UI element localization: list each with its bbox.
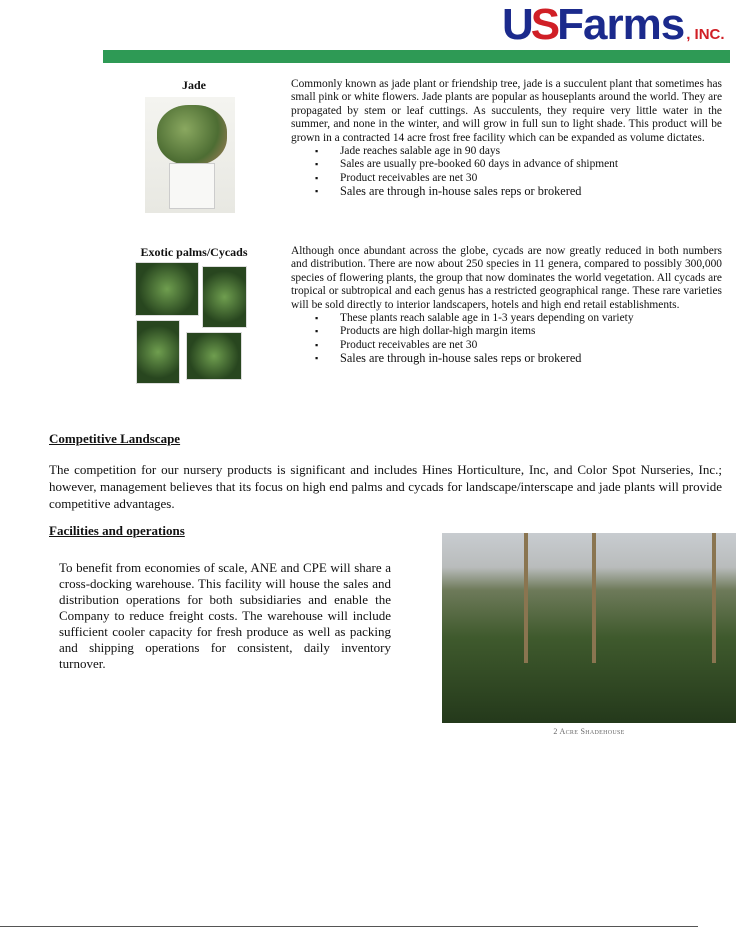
- header-green-bar: [103, 50, 730, 63]
- footer-rule: [0, 926, 698, 927]
- competitive-text: The competition for our nursery products is significant and includes Hines Horticulture, Inc, and Color Spot Nurseries, Inc.; however, management believes that its focus on high end palms and cycads for landscape/interscape and jade plants will provide competitive advantages.: [49, 462, 722, 511]
- list-item: ▪ Product receivables are net 30: [291, 172, 722, 185]
- cycads-label: Exotic palms/Cycads: [140, 245, 248, 259]
- jade-plant-image: [145, 97, 235, 213]
- cycad-image: [186, 332, 242, 380]
- facilities-heading: Facilities and operations: [49, 523, 185, 538]
- usfarms-logo: USFarms , INC.: [502, 0, 725, 49]
- list-item: ▪ Sales are usually pre-booked 60 days in advance of shipment: [291, 158, 722, 171]
- cycads-section: [291, 245, 722, 366]
- shadehouse-photo: [442, 533, 736, 723]
- facilities-text: To benefit from economies of scale, ANE and CPE will share a cross-docking warehouse. This facility will house the sales and distribution operations for both subsidiaries and enable the Company to reduce freight costs. The warehouse will include sufficient cooler capacity for fresh produce as well as packing and shipping operations for consistent, daily inventory turnover.: [59, 560, 391, 671]
- list-item: ▪ These plants reach salable age in 1-3 years depending on variety: [291, 312, 722, 325]
- cycad-image: [136, 320, 180, 384]
- jade-bullets: [291, 145, 722, 199]
- competitive-heading: Competitive Landscape: [49, 431, 181, 446]
- list-item: ▪ Sales are through in-house sales reps or brokered: [291, 185, 722, 198]
- jade-description: Commonly known as jade plant or friendship tree, jade is a succulent plant that sometimes has small pink or white flowers. Jade plants are popular as houseplants around the world. They are propagated by stem or leaf cuttings. As succulents, they require very little water in the summer, and none in the winter, and will grow in full sun to light shade. This product will be grown in a contracted 14 acre frost free facility which can be expanded as volume dictates.: [291, 78, 722, 144]
- list-item: ▪ Products are high dollar-high margin items: [291, 325, 722, 338]
- jade-label: Jade: [182, 78, 206, 92]
- list-item: ▪ Jade reaches salable age in 90 days: [291, 145, 722, 158]
- cycads-description: Although once abundant across the globe, cycads are now greatly reduced in both numbers and distribution. There are now about 250 species in 11 genera, compared to possibly 300,000 species of flowering plants, the group that now dominates the world vegetation. All cycads are tropical or subtropical and each genus has a restricted geographical range. These rare varieties will be sold directly to interior landscapers, hotels and high end retail establishments.: [291, 245, 722, 311]
- photo-caption: 2 Acre Shadehouse: [553, 727, 625, 736]
- cycad-image: [202, 266, 247, 328]
- jade-section: [291, 78, 722, 199]
- list-item: ▪ Product receivables are net 30: [291, 339, 722, 352]
- cycad-image: [135, 262, 199, 316]
- cycads-bullets: [291, 312, 722, 366]
- list-item: ▪ Sales are through in-house sales reps or brokered: [291, 352, 722, 365]
